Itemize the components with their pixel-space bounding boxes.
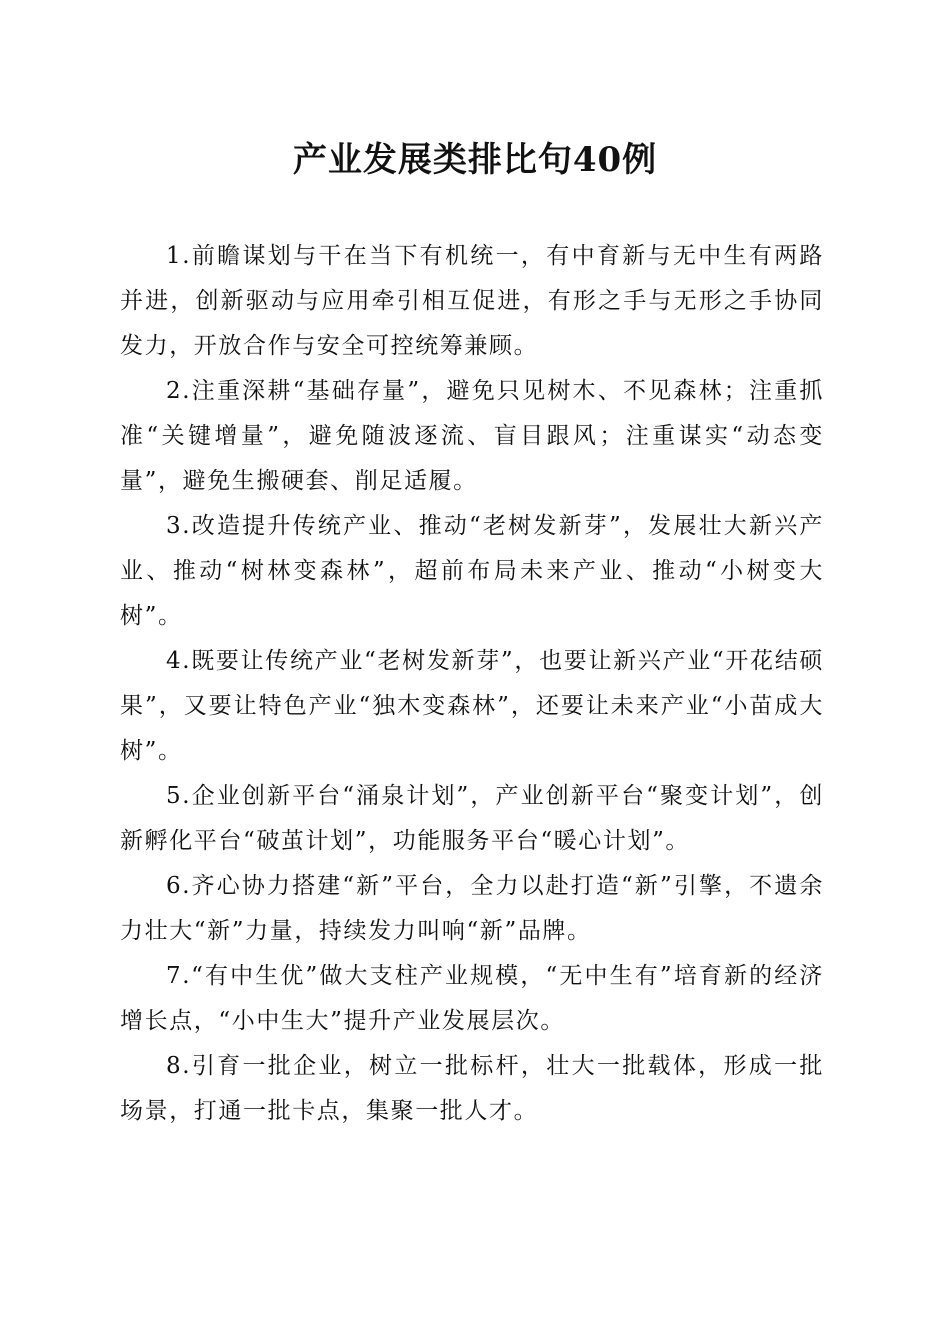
- document-body: [120, 234, 824, 1134]
- paragraph-2: 2.注重深耕“基础存量”，避免只见树木、不见森林；注重抓准“关键增量”，避免随波逐流、盲目跟风；注重谋实“动态变量”，避免生搬硬套、削足适履。: [120, 378, 824, 494]
- document-title: 产业发展类排比句40例: [292, 140, 658, 180]
- paragraph-6: 6.齐心协力搭建“新”平台，全力以赴打造“新”引擎，不遗余力壮大“新”力量，持续发力叫响“新”品牌。: [120, 873, 824, 944]
- paragraph-3: 3.改造提升传统产业、推动“老树发新芽”，发展壮大新兴产业、推动“树林变森林”，超前布局未来产业、推动“小树变大树”。: [120, 513, 824, 629]
- paragraph-5: 5.企业创新平台“涌泉计划”，产业创新平台“聚变计划”，创新孵化平台“破茧计划”，功能服务平台“暖心计划”。: [120, 783, 824, 854]
- paragraph-4: 4.既要让传统产业“老树发新芽”，也要让新兴产业“开花结硕果”，又要让特色产业“独木变森林”，还要让未来产业“小苗成大树”。: [120, 648, 824, 764]
- paragraph-8: 8.引育一批企业，树立一批标杆，壮大一批载体，形成一批场景，打通一批卡点，集聚一批人才。: [120, 1053, 824, 1124]
- paragraph-7: 7.“有中生优”做大支柱产业规模，“无中生有”培育新的经济增长点，“小中生大”提升产业发展层次。: [120, 963, 824, 1034]
- paragraph-1: 1.前瞻谋划与干在当下有机统一，有中育新与无中生有两路并进，创新驱动与应用牵引相互促进，有形之手与无形之手协同发力，开放合作与安全可控统筹兼顾。: [120, 243, 824, 359]
